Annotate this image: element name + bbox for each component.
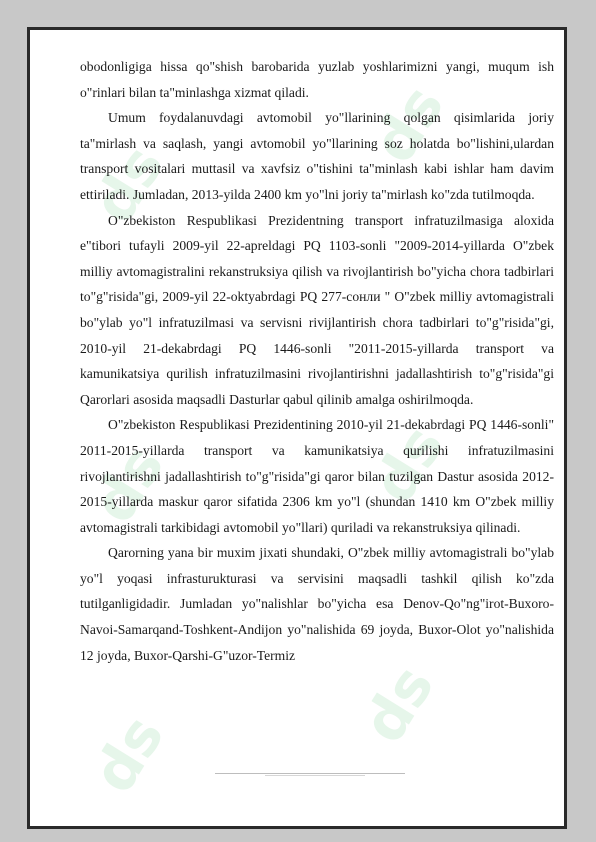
paragraph-4: O"zbekiston Respublikasi Prezidentining 2010-yil 21-dekabrdagi PQ 1446-sonli" 2011-2015-yillarda transport va kamunikatsiya qurilishi infratuzilmasini rivojlantirishni jadallashtirish to"g"risida"gi qaror bilan tuzilgan Dastur asosida 2012-2015-yillarda maskur qaror sifatida 2306 km yo"l (shundan 1410 km O"zbek milliy avtomagistrali tarkibidagi avtomobil yo"llari) quriladi va rekanstruksiya qilinadi. <box>80 417 554 535</box>
watermark-mark: ds <box>79 433 178 535</box>
document-page <box>27 27 567 829</box>
watermark-mark: ds <box>359 73 458 175</box>
watermark-mark: ds <box>79 133 178 235</box>
watermark-mark: ds <box>349 653 448 755</box>
watermark-mark: ds <box>359 413 458 515</box>
footer-divider-inner <box>265 775 365 776</box>
body-text <box>80 54 554 668</box>
paragraph-1: obodonligiga hissa qo"shish barobarida yuzlab yoshlarimizni yangi, muqum ish o"rinlari bilan ta"minlashga xizmat qiladi. <box>80 59 554 100</box>
paragraph-2: Umum foydalanuvdagi avtomobil yo"llarining qolgan qisimlarida joriy ta"mirlash va saqlash, yangi avtomobil yo"llarining soz holatda bo"lishini,ulardan transport vositalari muttasil va xavfsiz o"tishini ta"minlash kabi ishlar ham davim ettiriladi. Jumladan, 2013-yilda 2400 km yo"lni joriy ta"mirlash ko"zda tutilmoqda. <box>80 110 554 202</box>
footer-divider <box>215 773 405 774</box>
paragraph-3: O"zbekiston Respublikasi Prezidentning transport infratuzilmasiga aloxida e"tibori tufayli 2009-yil 22-apreldagi PQ 1103-sonli "2009-2014-yillarda O"zbek milliy avtomagistralini rekanstruksiya qilish va rivojlantirish bo"yicha chora tadbirlari to"g"risida"gi, 2009-yil 22-oktyabrdagi PQ 277-сонли " O"zbek milliy avtomagistrali bo"ylab yo"l infratuzilmasi va servisni rivijlantirish chora tadbirlari to"g"risida"gi, 2010-yil 21-dekabrdagi PQ 1446-sonli "2011-2015-yillarda transport va kamunikatsiya qurilish infratuzilmasini rivojlantirishni jadallashtirish to"g"risida"gi Qarorlari asosida maqsadli Dasturlar qabul qilinib amalga oshirilmoqda. <box>80 212 554 407</box>
paragraph-5: Qarorning yana bir muxim jixati shundaki, O"zbek milliy avtomagistrali bo"ylab yo"l yoqasi infrasturukturasi va servisini maqsadli tashkil qilish ko"zda tutilganligidadir. Jumladan yo"nalishlar bo"yicha esa Denov-Qo"ng"irot-Buxoro-Navoi-Samarqand-Toshkent-Andijon yo"nalishida 69 joyda, Buxor-Olot yo"nalishida 12 joyda, Buxor-Qarshi-G"uzor-Termiz <box>80 545 554 663</box>
watermark-mark: ds <box>79 703 178 805</box>
